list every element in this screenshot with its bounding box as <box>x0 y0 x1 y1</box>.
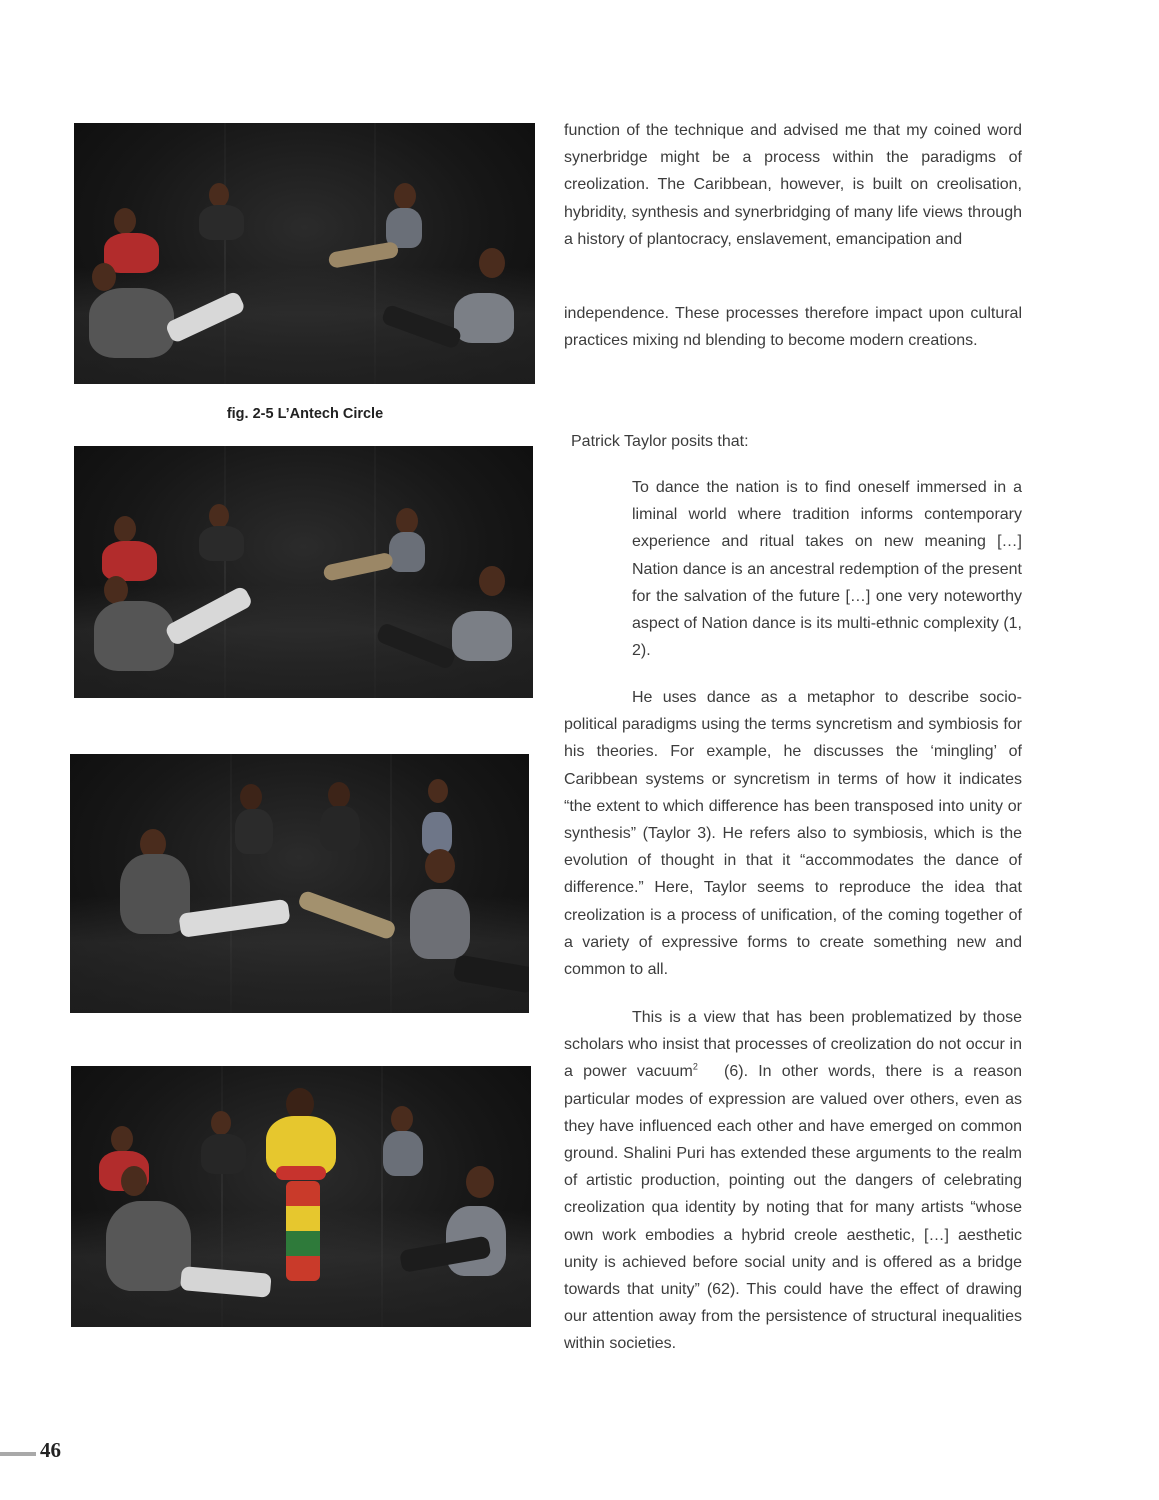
dancers-stretching-photo <box>70 754 529 1013</box>
paragraph-taylor-intro: Patrick Taylor posits that: <box>571 433 749 450</box>
block-quote-taylor: To dance the nation is to find oneself immersed in a liminal world where tradition informs contemporary experience and ritual takes on new meaning […] Nation dance is an ancestral redemption of the present for the salvation of the future […] one very noteworthy aspect of Nation dance is its multi-ethnic complexity (1, 2). <box>632 479 1022 660</box>
paragraph-dance-metaphor <box>564 684 1022 983</box>
figure-caption: fig. 2-5 L’Antech Circle <box>226 406 384 422</box>
paragraph-power-vacuum-text-b: (6). In other words, there is a reason particular modes of expression are valued over others, even as they have influenced each other and have emerged on common ground. Shalini Puri has extended these arguments to the realm of artistic production, pointing out the dangers of celebrating creolization qua identity by noting that for many artists “whose own work embodies a hybrid creole aesthetic, […] aesthetic unity is achieved before social unity and is offered as a bridge towards that unity” (62). This could have the effect of drawing our attention away from the persistence of structural inequalities within societies. <box>564 1063 1023 1353</box>
paragraph-power-vacuum <box>564 1004 1022 1358</box>
dancers-seated-circle-photo-1 <box>74 123 535 384</box>
paragraph-independence: independence. These processes therefore impact upon cultural practices mixing nd blending to become modern creations. <box>564 305 1022 350</box>
paragraph-power-vacuum-text-a: This is a view that has been problematized by those scholars who insist that processes of creolization do not occur in a power vacuum <box>564 1009 1022 1081</box>
footnote-marker: 2 <box>692 1062 698 1073</box>
paragraph-dance-metaphor-text: He uses dance as a metaphor to describe socio-political paradigms using the terms syncretism and symbiosis for his theories. For example, he discusses the ‘mingling’ of Caribbean systems or syncretism in terms of how it indicates “the extent to which difference has been transposed into unity or synthesis” (Taylor 3). He refers also to symbiosis, which is the evolution of thought in that it “accommodates the dance of difference.” Here, Taylor seems to reproduce the idea that creolization is a process of unification, of the coming together of a variety of expressive forms to create something new and common to all. <box>564 689 1022 979</box>
dancers-circle-with-drummer-photo <box>71 1066 531 1327</box>
paragraph-synerbridge: function of the technique and advised me that my coined word synerbridge might be a process within the paradigms of creolization. The Caribbean, however, is built on creolisation, hybridity, synthesis and synerbridging of many life views through a history of plantocracy, enslavement, emancipation and <box>564 122 1022 248</box>
page-number-rule <box>0 1452 36 1456</box>
dancers-seated-circle-photo-2 <box>74 446 533 698</box>
page-number: 46 <box>40 1438 61 1462</box>
